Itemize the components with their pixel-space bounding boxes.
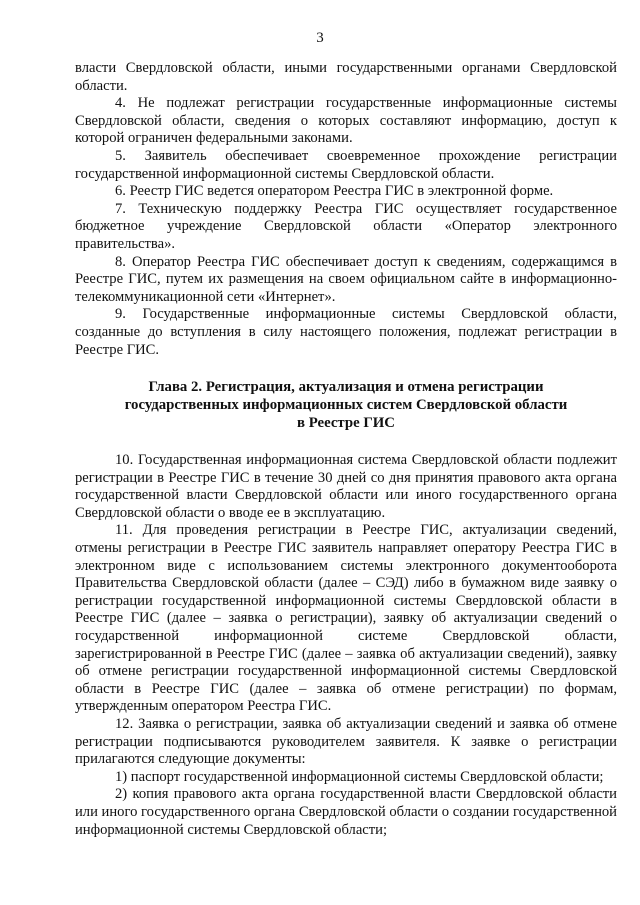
document-body — [75, 60, 617, 839]
paragraph-11: 11. Для проведения регистрации в Реестре ГИС, актуализации сведений, отмены регистрации в Реестре ГИС заявитель направляет оператору Реестра ГИС в электронном виде с использованием системы электронного документооборота Правительства Свердловской области (далее – СЭД) либо в бумажном виде заявку о регистрации государственной информационной системы Свердловской области в Реестре ГИС (далее – заявка о регистрации), заявку об актуализации сведений о государственной информационной системе Свердловской области, зарегистрированной в Реестре ГИС (далее – заявка об актуализации сведений), заявку об отмене регистрации государственной информационной системы Свердловской области в Реестре ГИС (далее – заявка об отмене регистрации) по формам, утвержденным оператором Реестра ГИС. — [75, 522, 617, 715]
paragraph-4: 4. Не подлежат регистрации государственные информационные системы Свердловской области, сведения о которых составляют информацию, доступ к которой ограничен федеральными законами. — [75, 95, 617, 147]
paragraph-7: 7. Техническую поддержку Реестра ГИС осуществляет государственное бюджетное учреждение Свердловской области «Оператор электронного правительства». — [75, 200, 617, 252]
chapter-heading-line: Глава 2. Регистрация, актуализация и отмена регистрации — [148, 379, 544, 396]
list-item-2: 2) копия правового акта органа государственной власти Свердловской области или иного государственного органа Свердловской области о создании государственной информационной системы Свердловской области; — [75, 786, 617, 838]
chapter-heading — [75, 378, 617, 432]
paragraph-5: 5. Заявитель обеспечивает своевременное прохождение регистрации государственной информационной системы Свердловской области. — [75, 147, 617, 182]
list-item-1: 1) паспорт государственной информационной системы Свердловской области; — [115, 768, 604, 785]
chapter-heading-line: в Реестре ГИС — [297, 415, 395, 432]
paragraph-9: 9. Государственные информационные системы Свердловской области, созданные до вступления в силу настоящего положения, подлежат регистрации в Реестре ГИС. — [75, 306, 617, 358]
paragraph-12: 12. Заявка о регистрации, заявка об актуализации сведений и заявка об отмене регистрации подписываются руководителем заявителя. К заявке о регистрации прилагаются следующие документы: — [75, 716, 617, 768]
paragraph-8: 8. Оператор Реестра ГИС обеспечивает доступ к сведениям, содержащимся в Реестре ГИС, путем их размещения на своем официальном сайте в информационно-телекоммуникационной сети «Интернет». — [75, 253, 617, 305]
paragraph-10: 10. Государственная информационная система Свердловской области подлежит регистрации в Реестре ГИС в течение 30 дней со дня принятия правового акта органа государственной власти Свердловской области или иного государственного органа Свердловской области о вводе ее в эксплуатацию. — [75, 452, 617, 521]
page-number: 3 — [316, 30, 324, 46]
paragraph-continuation: власти Свердловской области, иными государственными органами Свердловской области. — [75, 60, 617, 94]
paragraph-6: 6. Реестр ГИС ведется оператором Реестра ГИС в электронной форме. — [115, 183, 554, 200]
chapter-heading-line: государственных информационных систем Свердловской области — [124, 397, 568, 414]
